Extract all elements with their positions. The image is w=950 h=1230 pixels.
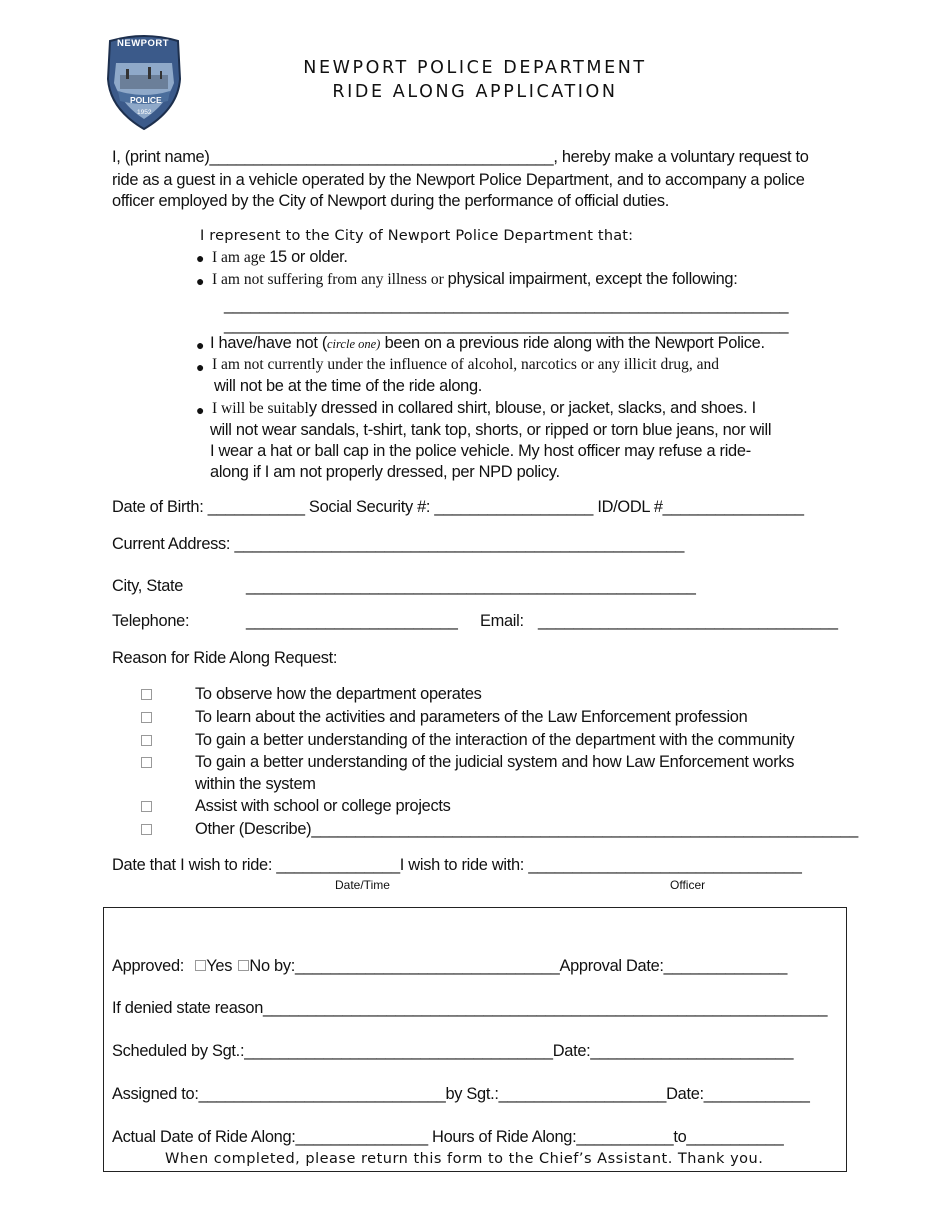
reason-checkbox-other[interactable] [141, 824, 152, 835]
intro-line-2: ride as a guest in a vehicle operated by the Newport Police Department, and to accompany a police [112, 171, 805, 189]
ride-date-officer-field[interactable]: Date that I wish to ride: ______________I wish to ride with: _______________________________ [112, 856, 802, 874]
reason-checkbox-school[interactable] [141, 801, 152, 812]
city-state-field[interactable]: ___________________________________________________ [246, 577, 696, 595]
reason-checkbox-judicial[interactable] [141, 757, 152, 768]
bullet-age [212, 248, 348, 267]
telephone-field[interactable]: ________________________ [246, 612, 458, 630]
bullet-age-a: I am age [212, 249, 270, 266]
bullet-influence-line-1: I am not currently under the influence of alcohol, narcotics or any illicit drug, and [212, 356, 720, 373]
approved-no-checkbox[interactable] [238, 960, 249, 971]
police-badge-logo [104, 33, 184, 131]
reason-item-observe: To observe how the department operates [195, 685, 482, 703]
illness-blank-1[interactable]: ________________________________________________________________ [224, 296, 789, 314]
reason-item-school: Assist with school or college projects [195, 797, 451, 815]
ride-officer-caption: Officer [670, 878, 706, 892]
bullet-illness-a: I am not suffering from any illness or [212, 271, 448, 288]
bullet-icon: ● [196, 337, 205, 353]
bullet-previous-ride [210, 334, 765, 353]
logo-year-text: 1952 [137, 109, 152, 116]
reason-heading: Reason for Ride Along Request: [112, 649, 338, 667]
logo-top-text: NEWPORT [117, 38, 170, 49]
reason-item-other[interactable]: Other (Describe)______________________________________________________________ [195, 820, 858, 838]
illness-blank-2[interactable]: ________________________________________________________________ [224, 316, 789, 334]
bullet-illness [212, 270, 737, 289]
scheduled-by-field[interactable]: Scheduled by Sgt.:___________________________________Date:_______________________ [112, 1042, 794, 1060]
bullet-age-b: 15 or older. [269, 248, 348, 266]
assigned-to-field[interactable]: Assigned to:____________________________by Sgt.:___________________Date:____________ [112, 1085, 810, 1103]
bullet-dress-b: y dressed in collared shirt, blouse, or jacket, slacks, and shoes. I [308, 399, 756, 417]
approved-yes-label: Yes [206, 957, 233, 975]
reason-item-judicial-cont: within the system [195, 775, 316, 793]
bullet-dress-line-3: I wear a hat or ball cap in the police vehicle. My host officer may refuse a ride- [210, 442, 751, 460]
current-address-field[interactable]: Current Address: ___________________________________________________ [112, 535, 685, 553]
bullet-prev-c: been on a previous ride along with the Newport Police. [380, 334, 765, 352]
city-state-label: City, State [112, 577, 184, 595]
logo-mid-text: POLICE [130, 95, 162, 105]
bullet-dress-line-2: will not wear sandals, t-shirt, tank top, shorts, or ripped or torn blue jeans, nor will [210, 421, 772, 439]
bullet-dress-line-4: along if I am not properly dressed, per NPD policy. [210, 463, 560, 481]
bullet-prev-b: circle one) [327, 337, 381, 351]
return-instructions: When completed, please return this form to the Chief’s Assistant. Thank you. [165, 1151, 764, 1167]
bullet-icon: ● [196, 359, 205, 375]
bullet-icon: ● [196, 250, 205, 266]
title-line-1: NEWPORT POLICE DEPARTMENT [303, 58, 647, 78]
bullet-icon: ● [196, 273, 205, 289]
reason-checkbox-learn[interactable] [141, 712, 152, 723]
dob-ssn-id-fields[interactable]: Date of Birth: ___________ Social Security #: __________________ ID/ODL #________________ [112, 498, 804, 516]
bullet-dress-a: I will be suitabl [212, 400, 309, 417]
approved-no-by-field[interactable]: No by:______________________________Approval Date:______________ [249, 957, 788, 975]
intro-line-3: officer employed by the City of Newport during the performance of official duties. [112, 192, 669, 210]
intro-line-1: I, (print name)_______________________________________, hereby make a voluntary request to [112, 148, 809, 166]
bullet-prev-a: I have/have not ( [210, 334, 327, 352]
bullet-icon: ● [196, 402, 205, 418]
actual-ride-field[interactable]: Actual Date of Ride Along:_______________ Hours of Ride Along:___________to___________ [112, 1128, 784, 1146]
email-field[interactable]: __________________________________ [538, 612, 838, 630]
denied-reason-field[interactable]: If denied state reason________________________________________________________________ [112, 999, 828, 1017]
approved-yes-checkbox[interactable] [195, 960, 206, 971]
email-label: Email: [480, 612, 524, 630]
title-line-2: RIDE ALONG APPLICATION [332, 82, 618, 102]
bullet-influence-line-2: will not be at the time of the ride along. [214, 377, 483, 395]
reason-item-learn: To learn about the activities and parameters of the Law Enforcement profession [195, 708, 748, 726]
bullet-illness-b: physical impairment, except the following: [447, 270, 738, 288]
represent-heading: I represent to the City of Newport Police Department that: [200, 228, 634, 244]
approved-label: Approved: [112, 957, 185, 975]
bullet-dress-line-1 [212, 399, 756, 418]
telephone-label: Telephone: [112, 612, 190, 630]
reason-checkbox-community[interactable] [141, 735, 152, 746]
approved-row [112, 957, 787, 976]
reason-item-judicial: To gain a better understanding of the judicial system and how Law Enforcement works [195, 753, 795, 771]
reason-item-community: To gain a better understanding of the interaction of the department with the community [195, 731, 795, 749]
reason-checkbox-observe[interactable] [141, 689, 152, 700]
ride-date-caption: Date/Time [335, 878, 390, 892]
